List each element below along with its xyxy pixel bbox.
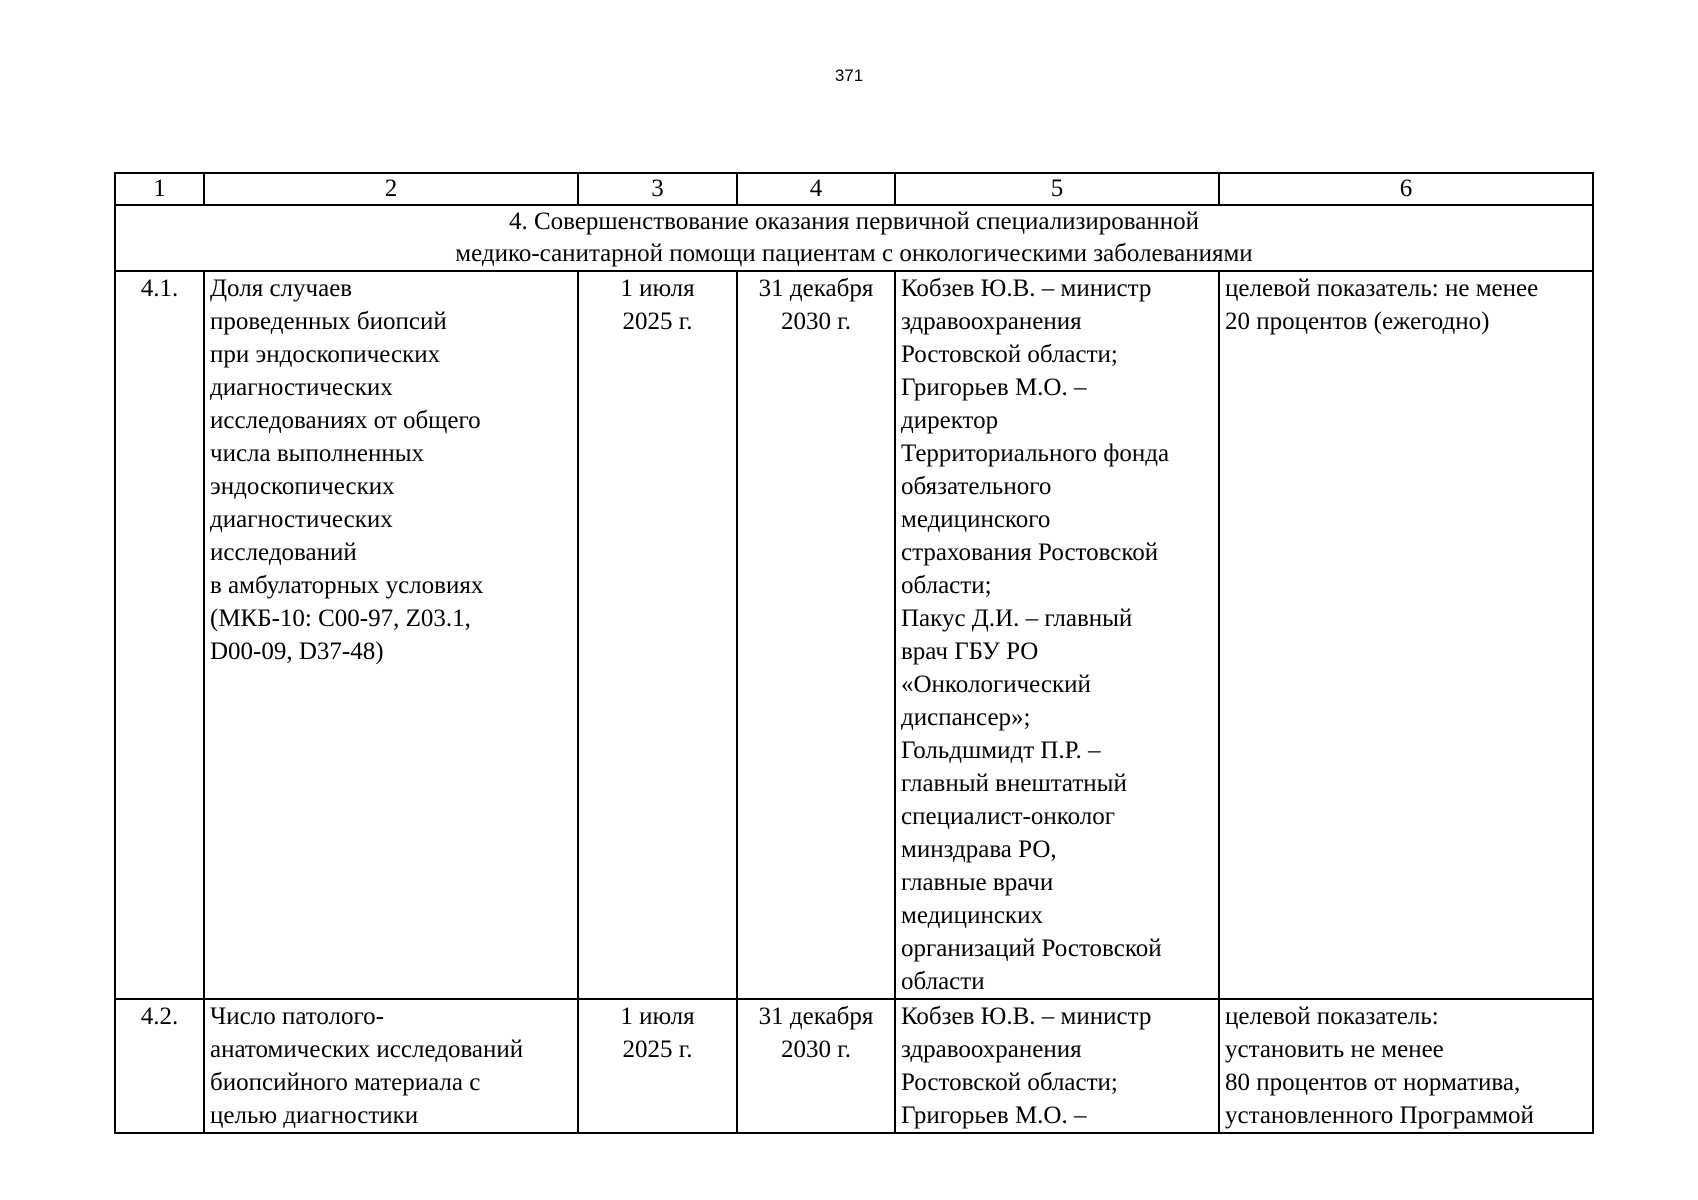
measure-line: проведенных биопсий (210, 308, 447, 335)
responsible-line: Ростовской области; (901, 1069, 1118, 1096)
section-title-line: 4. Совершенствование оказания первичной специализированной (508, 208, 1200, 235)
end-date-line: 31 декабря (758, 1003, 874, 1030)
responsible-line: страхования Ростовской (901, 539, 1159, 566)
measure-line: биопсийного материала с (210, 1069, 481, 1096)
table-row (115, 999, 1593, 1133)
end-date-line: 2030 г. (781, 1036, 851, 1063)
column-header: 2 (204, 173, 578, 205)
column-header: 4 (737, 173, 895, 205)
result-cell (1219, 271, 1593, 999)
row-number: 4.2. (115, 999, 204, 1133)
result-line: 80 процентов от норматива, (1225, 1069, 1521, 1096)
responsible-line: Григорьев М.О. – (901, 1102, 1087, 1129)
responsible-line: Кобзев Ю.В. – министр (901, 275, 1152, 302)
measure-line: исследований (210, 539, 357, 566)
responsible-line: главные врачи (901, 869, 1054, 896)
measure-cell (204, 999, 578, 1133)
measure-line: (МКБ-10: C00-97, Z03.1, (210, 605, 471, 632)
responsible-line: «Онкологический (901, 671, 1091, 698)
responsible-line: организаций Ростовской (901, 935, 1162, 962)
measure-line: Доля случаев (210, 275, 353, 302)
column-header: 1 (115, 173, 204, 205)
start-date-line: 1 июля (620, 1003, 695, 1030)
result-line: установленного Программой (1225, 1102, 1534, 1129)
responsible-line: обязательного (901, 473, 1052, 500)
start-date-cell (578, 999, 737, 1133)
responsible-line: области (901, 968, 985, 995)
section-title (115, 205, 1593, 271)
end-date-cell (737, 999, 895, 1133)
start-date-cell (578, 271, 737, 999)
end-date-cell (737, 271, 895, 999)
responsible-line: специалист-онколог (901, 803, 1116, 830)
measure-cell (204, 271, 578, 999)
end-date-line: 31 декабря (758, 275, 874, 302)
column-header: 3 (578, 173, 737, 205)
measure-line: исследованиях от общего (210, 407, 481, 434)
responsible-line: директор (901, 407, 999, 434)
responsible-line: Гольдшмидт П.Р. – (901, 737, 1101, 764)
responsible-line: диспансер»; (901, 704, 1031, 731)
responsible-line: здравоохранения (901, 308, 1082, 335)
table-row (115, 271, 1593, 999)
column-header: 6 (1219, 173, 1593, 205)
result-cell (1219, 999, 1593, 1133)
start-date-line: 1 июля (620, 275, 695, 302)
measure-line: в амбулаторных условиях (210, 572, 484, 599)
measure-line: целью диагностики (210, 1102, 419, 1129)
column-number-row (115, 173, 1593, 205)
measure-line: при эндоскопических (210, 341, 441, 368)
row-number: 4.1. (115, 271, 204, 999)
column-header: 5 (895, 173, 1219, 205)
measure-line: диагностических (210, 374, 393, 401)
responsible-line: медицинского (901, 506, 1051, 533)
result-line: 20 процентов (ежегодно) (1225, 308, 1490, 335)
responsible-line: главный внештатный (901, 770, 1127, 797)
measures-table (114, 172, 1594, 1134)
responsible-line: Ростовской области; (901, 341, 1118, 368)
measure-line: эндоскопических (210, 473, 395, 500)
measure-line: диагностических (210, 506, 393, 533)
responsible-line: минздрава РО, (901, 836, 1057, 863)
result-line: целевой показатель: (1225, 1003, 1439, 1030)
responsible-line: Территориального фонда (901, 440, 1170, 467)
responsible-line: Григорьев М.О. – (901, 374, 1087, 401)
section-heading-row (115, 205, 1593, 271)
measure-line: Число патолого- (210, 1003, 384, 1030)
responsible-cell (895, 271, 1219, 999)
responsible-line: области; (901, 572, 992, 599)
measure-line: D00-09, D37-48) (210, 638, 384, 665)
responsible-line: здравоохранения (901, 1036, 1082, 1063)
page-number: 371 (834, 66, 864, 85)
measure-line: числа выполненных (210, 440, 425, 467)
section-title-line: медико-санитарной помощи пациентам с онкологическими заболеваниями (455, 240, 1253, 267)
start-date-line: 2025 г. (622, 1036, 693, 1063)
result-line: установить не менее (1225, 1036, 1444, 1063)
responsible-line: Пакус Д.И. – главный (901, 605, 1133, 632)
end-date-line: 2030 г. (781, 308, 851, 335)
responsible-line: медицинских (901, 902, 1043, 929)
responsible-line: врач ГБУ РО (901, 638, 1039, 665)
start-date-line: 2025 г. (622, 308, 693, 335)
measure-line: анатомических исследований (210, 1036, 524, 1063)
result-line: целевой показатель: не менее (1225, 275, 1539, 302)
responsible-cell (895, 999, 1219, 1133)
responsible-line: Кобзев Ю.В. – министр (901, 1003, 1152, 1030)
